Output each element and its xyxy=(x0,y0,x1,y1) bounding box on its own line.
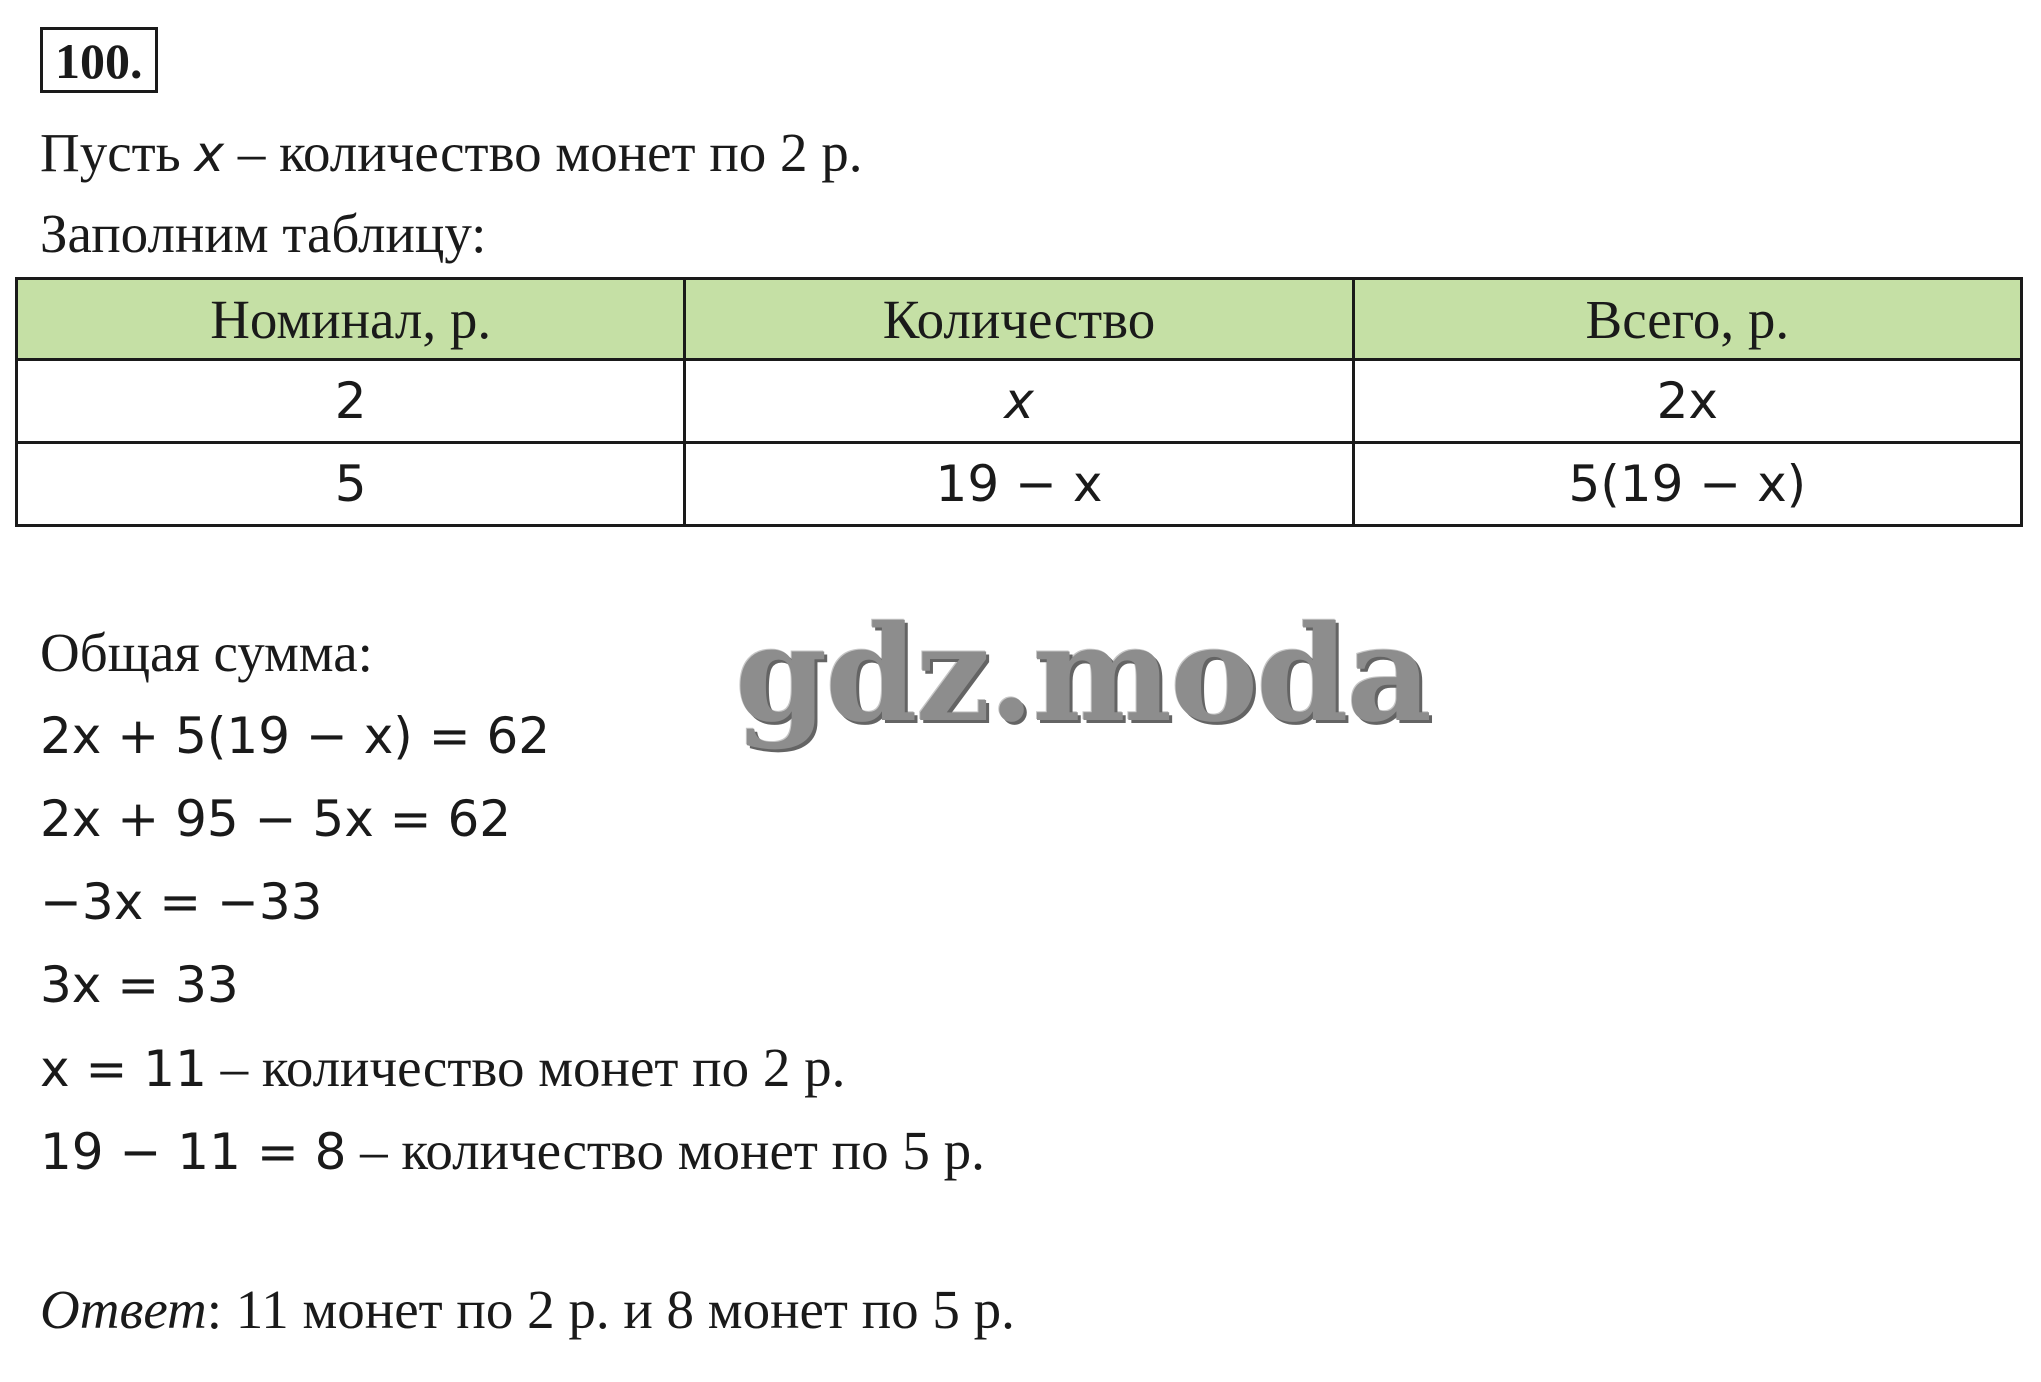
table-cell: x xyxy=(685,360,1353,443)
answer-line xyxy=(40,1277,1015,1343)
result-line xyxy=(40,1118,985,1185)
answer-text: : 11 монет по 2 р. и 8 монет по 5 р. xyxy=(206,1279,1015,1340)
equation-line: 2x + 5(19 − x) = 62 xyxy=(40,707,551,765)
table-header-cell: Номинал, р. xyxy=(17,279,685,360)
total-label: Общая сумма: xyxy=(40,622,373,683)
result-math: 19 − 11 = 8 xyxy=(40,1123,347,1181)
table-cell: 2x xyxy=(1353,360,2021,443)
coins-table xyxy=(15,277,2023,527)
table-header-row xyxy=(17,279,2022,360)
watermark: gdz.moda xyxy=(735,597,1431,752)
table-header-cell: Всего, р. xyxy=(1353,279,2021,360)
table-cell: 2 xyxy=(17,360,685,443)
result-text: – количество монет по 2 р. xyxy=(206,1037,846,1098)
equation-line: 2x + 95 − 5x = 62 xyxy=(40,790,512,848)
intro-let-suffix: – количество монет по 2 р. xyxy=(224,122,863,183)
table-row xyxy=(17,443,2022,526)
intro-let-variable: x xyxy=(194,125,225,183)
intro-let-prefix: Пусть xyxy=(40,122,195,183)
table-row xyxy=(17,360,2022,443)
equation-line: 3x = 33 xyxy=(40,956,239,1014)
table-cell: 5(19 − x) xyxy=(1353,443,2021,526)
equation-line: −3x = −33 xyxy=(40,873,323,931)
answer-label: Ответ xyxy=(40,1279,207,1340)
result-text: – количество монет по 5 р. xyxy=(346,1120,985,1181)
table-cell: 19 − x xyxy=(685,443,1353,526)
fill-table-text: Заполним таблицу: xyxy=(40,203,487,264)
table-cell: 5 xyxy=(17,443,685,526)
problem-number: 100. xyxy=(40,27,158,93)
table-header-cell: Количество xyxy=(685,279,1353,360)
intro-let-line xyxy=(40,120,863,187)
result-math: x = 11 xyxy=(40,1040,207,1098)
result-line xyxy=(40,1035,845,1102)
